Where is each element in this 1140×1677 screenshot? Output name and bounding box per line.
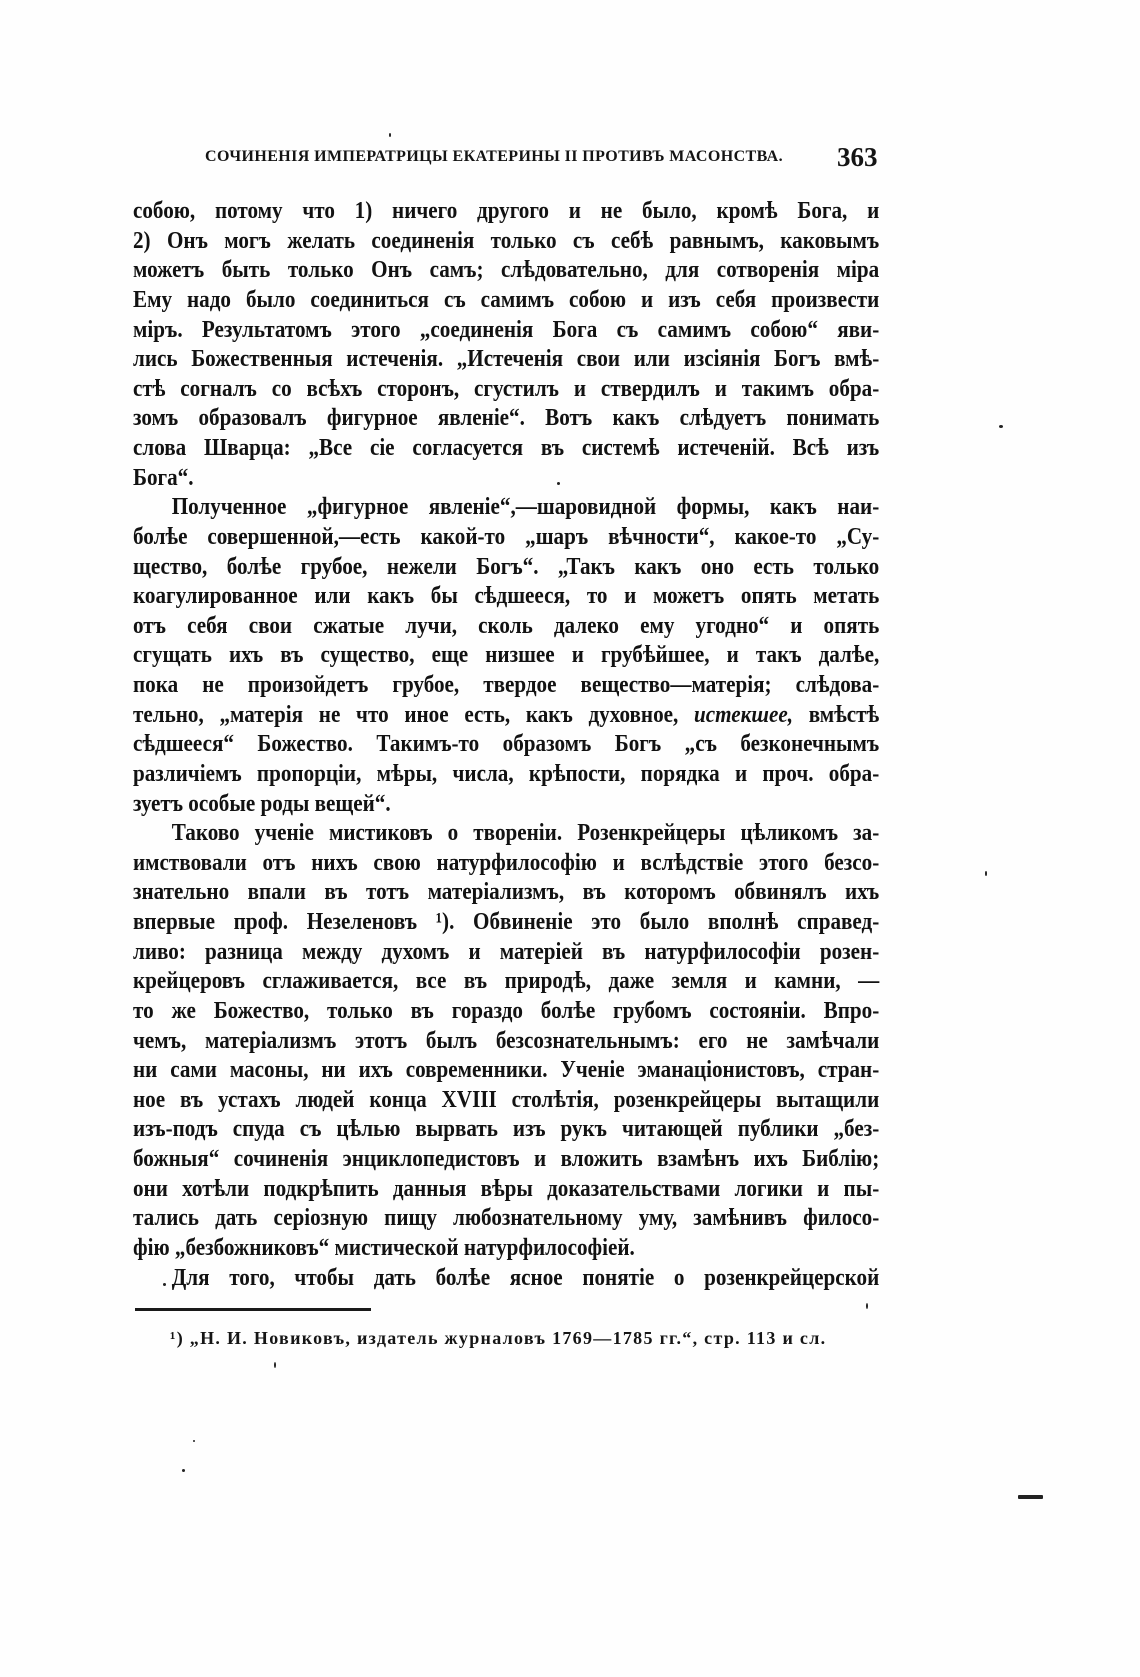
running-head-title: СОЧИНЕНІЯ ИМПЕРАТРИЦЫ ЕКАТЕРИНЫ II ПРОТИВЪ МАСОНСТВА. [205,148,784,165]
scan-speck [182,1469,185,1472]
text-line: то же Божество, только въ гораздо болѣе грубомъ состояніи. Впро- [133,997,880,1024]
text-line [133,701,879,731]
scan-speck [1018,1495,1043,1499]
text-line: можетъ быть только Онъ самъ; слѣдовательно, для сотворенія міра [133,257,880,284]
text-line: зомъ образовалъ фигурное явленіе“. Вотъ какъ слѣдуетъ понимать [133,405,880,432]
text-line: божныя“ сочиненія энциклопедистовъ и вложить взамѣнъ ихъ Библію; [133,1146,880,1172]
text-line: коагулированное или какъ бы сѣдшееся, то и можетъ опять метать [133,583,880,610]
page-body [133,197,879,1293]
text-line: впервые проф. Незеленовъ ¹). Обвиненіе это было вполнѣ справед- [133,909,880,935]
text-line: ливо: разница между духомъ и матеріей въ натурфилософіи розен- [133,938,880,965]
text-line: міръ. Результатомъ этого „соединенія Бога съ самимъ собою“ яви- [133,316,880,343]
scan-speck [999,425,1003,428]
text-line: изъ-подъ спуда съ цѣлью вырвать изъ рукъ читающей публики „без- [133,1116,880,1143]
text-line: болѣе совершенной,—есть какой-то „шаръ вѣчности“, какое-то „Су- [133,523,880,550]
scan-speck [557,482,560,485]
text-line: отъ себя свои сжатые лучи, сколь далеко ему угодно“ и опять [133,612,880,639]
text-line: фію „безбожниковъ“ мистической натурфилософіей. [133,1234,635,1261]
scan-speck [163,1283,166,1286]
scan-speck [866,1303,868,1309]
text-line: стѣ согналъ со всѣхъ сторонъ, сгустилъ и ствердилъ и такимъ обра- [133,375,880,402]
text-line: 2) Онъ могъ желать соединенія только съ себѣ равнымъ, каковымъ [133,227,880,254]
text-line: собою, потому что 1) ничего другого и не было, кромѣ Бога, и [133,198,880,224]
italic-emphasis: истекшее, [694,701,793,728]
text-line: сгущать ихъ въ существо, еще низшее и грубѣйшее, и такъ далѣе, [133,642,880,669]
text-line: пока не произойдетъ грубое, твердое вещество—матерія; слѣдова- [133,672,880,698]
text-line: тались дать серіозную пищу любознательному уму, замѣнивъ филосо- [133,1205,880,1232]
text-line: чемъ, матеріализмъ этотъ былъ безсознательнымъ: его не замѣчали [133,1027,880,1054]
text-line: Полученное „фигурное явленіе“,—шаровидной формы, какъ наи- [171,494,880,521]
text-line: лись Божественныя истеченія. „Истеченія свои или изсіянія Богъ вмѣ- [133,346,880,373]
text-line: ное въ устахъ людей конца XVIII столѣтія, розенкрейцеры вытащили [133,1086,880,1113]
page-number: 363 [837,142,878,172]
text-line: различіемъ пропорціи, мѣры, числа, крѣпости, порядка и проч. обра- [133,760,880,787]
text-line: Бога“. [133,464,194,491]
text-segment: вмѣстѣ [792,701,880,728]
scan-speck [985,871,987,876]
text-line: ни сами масоны, ни ихъ современники. Ученіе эманаціонистовъ, стран- [133,1057,880,1084]
text-line: слова Шварца: „Все сіе согласуется въ системѣ истеченій. Всѣ изъ [133,435,880,461]
text-line: сѣдшееся“ Божество. Такимъ-то образомъ Богъ „съ безконечнымъ [133,731,880,758]
scan-speck [193,1440,195,1442]
scan-speck [274,1362,276,1368]
footnote-rule [135,1308,371,1311]
text-line: имствовали отъ нихъ свою натурфилософію и вслѣдствіе этого безсо- [133,849,880,876]
text-line: Таково ученіе мистиковъ о твореніи. Розенкрейцеры цѣликомъ за- [171,820,880,847]
scan-speck [389,133,391,137]
text-line: Ему надо было соединиться съ самимъ собою и изъ себя произвести [133,286,880,313]
text-line: крейцеровъ сглаживается, все въ природѣ, даже земля и камни, — [133,968,880,995]
footnote: ¹) „Н. И. Новиковъ, издатель журналовъ 1769—1785 гг.“, стр. 113 и сл. [170,1328,827,1348]
text-line: они хотѣли подкрѣпить данныя вѣры доказательствами логики и пы- [133,1175,880,1202]
text-segment: тельно, „матерія не что иное есть, какъ духовное, [133,701,695,728]
text-line: Для того, чтобы дать болѣе ясное понятіе о розенкрейцерской [171,1264,880,1291]
text-line: зуетъ особые роды вещей“. [133,790,391,817]
text-line: знательно впали въ тотъ матеріализмъ, въ которомъ обвинялъ ихъ [133,879,880,906]
text-line: щество, болѣе грубое, нежели Богъ“. „Такъ какъ оно есть только [133,553,880,580]
